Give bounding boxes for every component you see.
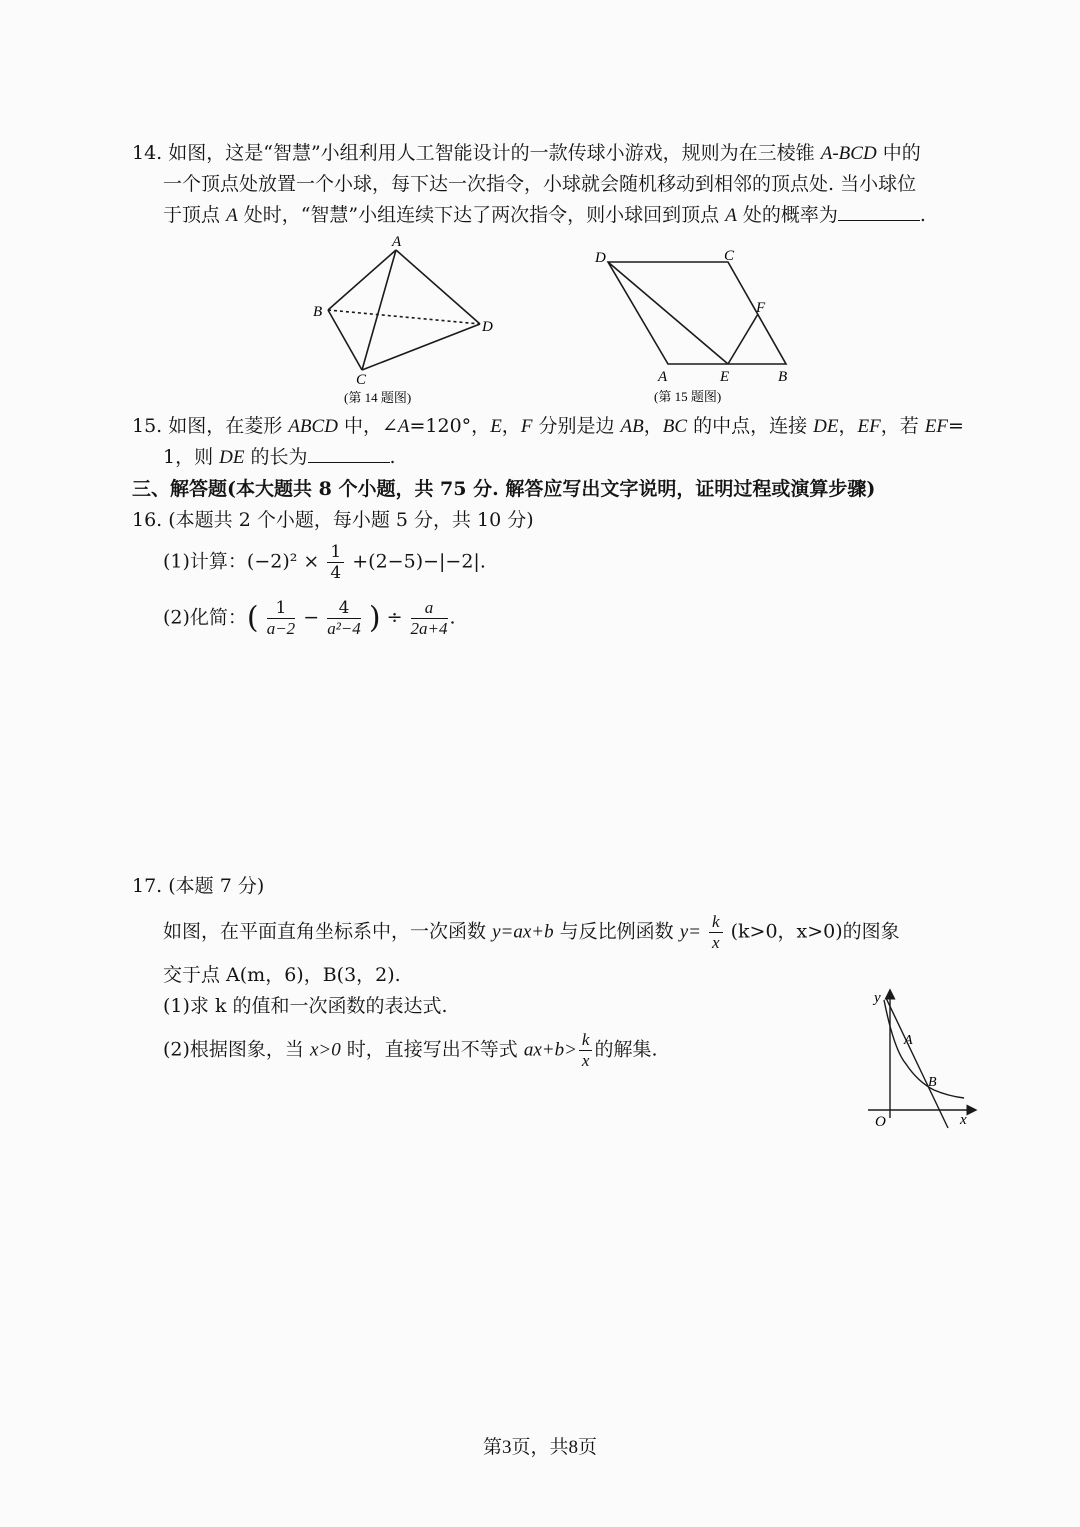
fraction-a-over-2a-plus-4: $\frac{a}{2a+4}$ (410, 598, 448, 638)
fraction-one-quarter: $\frac{1}{4}$ (327, 542, 344, 583)
label-f: F (756, 300, 766, 316)
edge-ab (328, 250, 396, 310)
segment-de (608, 262, 728, 364)
label-a: A (658, 369, 668, 385)
label-d: D (482, 319, 493, 335)
q14-line-1: 14. 如图，这是“智慧”小组利用人工智能设计的一款传球小游戏，规则为在三棱锥 A-BCD 中的 (132, 142, 921, 164)
linear-line (886, 998, 948, 1128)
fraction-1-over-a-minus-2: $\frac{1}{a-2}$ (266, 598, 296, 638)
origin-label: O (875, 1114, 886, 1130)
q17-header: 17. (本题 7 分) (132, 875, 265, 897)
label-c: C (356, 372, 367, 388)
figure-15-caption: (第 15 题图) (654, 389, 722, 404)
edge-bd-hidden (328, 310, 480, 324)
label-a: A (392, 234, 402, 250)
inverse-curve (884, 1000, 964, 1098)
fraction-k-over-x-2: $\frac{k}{x}$ (579, 1030, 593, 1071)
figure-14-caption: (第 14 题图) (344, 390, 412, 405)
point-b-label: B (928, 1075, 937, 1090)
point-a-label: A (904, 1033, 913, 1048)
q17-intro: 如图，在平面直角坐标系中，一次函数 y=ax+b 与反比例函数 y= $\frac{k}{x}$ (k>0，x>0)的图象 (163, 912, 900, 952)
label-b: B (313, 304, 323, 320)
fraction-4-over-a2-minus-4: $\frac{4}{\text{a²−4}}$ (327, 598, 361, 638)
fraction-k-over-x: $\frac{k}{x}$ (709, 912, 723, 953)
q16-header: 16. (本题共 2 个小题，每小题 5 分，共 10 分) (132, 509, 534, 531)
edge-bc (328, 310, 362, 370)
figure-14-tetrahedron (300, 232, 520, 410)
page-number: 第3页，共8页 (482, 1437, 597, 1458)
label-c: C (724, 248, 735, 264)
figure-17-graph (862, 988, 978, 1130)
q15-answer-blank (308, 444, 390, 463)
label-d: D (595, 250, 606, 266)
edge-ac (362, 250, 396, 370)
edge-ad (396, 250, 480, 324)
q17-line-2: 交于点 A(m，6)，B(3，2). (163, 964, 401, 986)
edge-cd (362, 324, 480, 370)
label-b: B (778, 369, 788, 385)
q14-line-2: 一个顶点处放置一个小球，每下达一次指令，小球就会随机移动到相邻的顶点处. 当小球位 (163, 173, 917, 195)
q14-answer-blank (838, 202, 920, 221)
q16-part-1: (1)计算：(−2)² × $\frac{1}{4}$ +(2−5)−|−2|. (163, 542, 486, 583)
y-axis-label: y (874, 990, 881, 1006)
section-3-heading: 三、解答题(本大题共 8 个小题，共 75 分. 解答应写出文字说明，证明过程或演算步骤) (132, 478, 876, 500)
label-e: E (720, 369, 730, 385)
q14-line-3: 于顶点 A 处时，“智慧”小组连续下达了两次指令，则小球回到顶点 A 处的概率为 . (163, 204, 926, 226)
segment-ef (728, 314, 758, 364)
q17-part-2: (2)根据图象，当 x>0 时，直接写出不等式 ax+b> $\frac{k}{x}$ 的解集. (163, 1030, 658, 1070)
figure-15-rhombus (590, 240, 810, 410)
q15-line-1: 15. 如图，在菱形 ABCD 中，∠A=120°，E，F 分别是边 AB，BC 的中点，连接 DE，EF，若 EF= (132, 415, 964, 437)
q17-part-1: (1)求 k 的值和一次函数的表达式. (163, 995, 448, 1017)
q16-part-2: (2)化简：( $\frac{1}{a-2}$ − $\frac{4}{\text{a²−4}}$ ) ÷ $\frac{a}{2a+4}$ . (163, 598, 456, 638)
x-axis-label: x (960, 1112, 967, 1128)
q15-line-2: 1，则 DE 的长为 . (163, 446, 396, 468)
